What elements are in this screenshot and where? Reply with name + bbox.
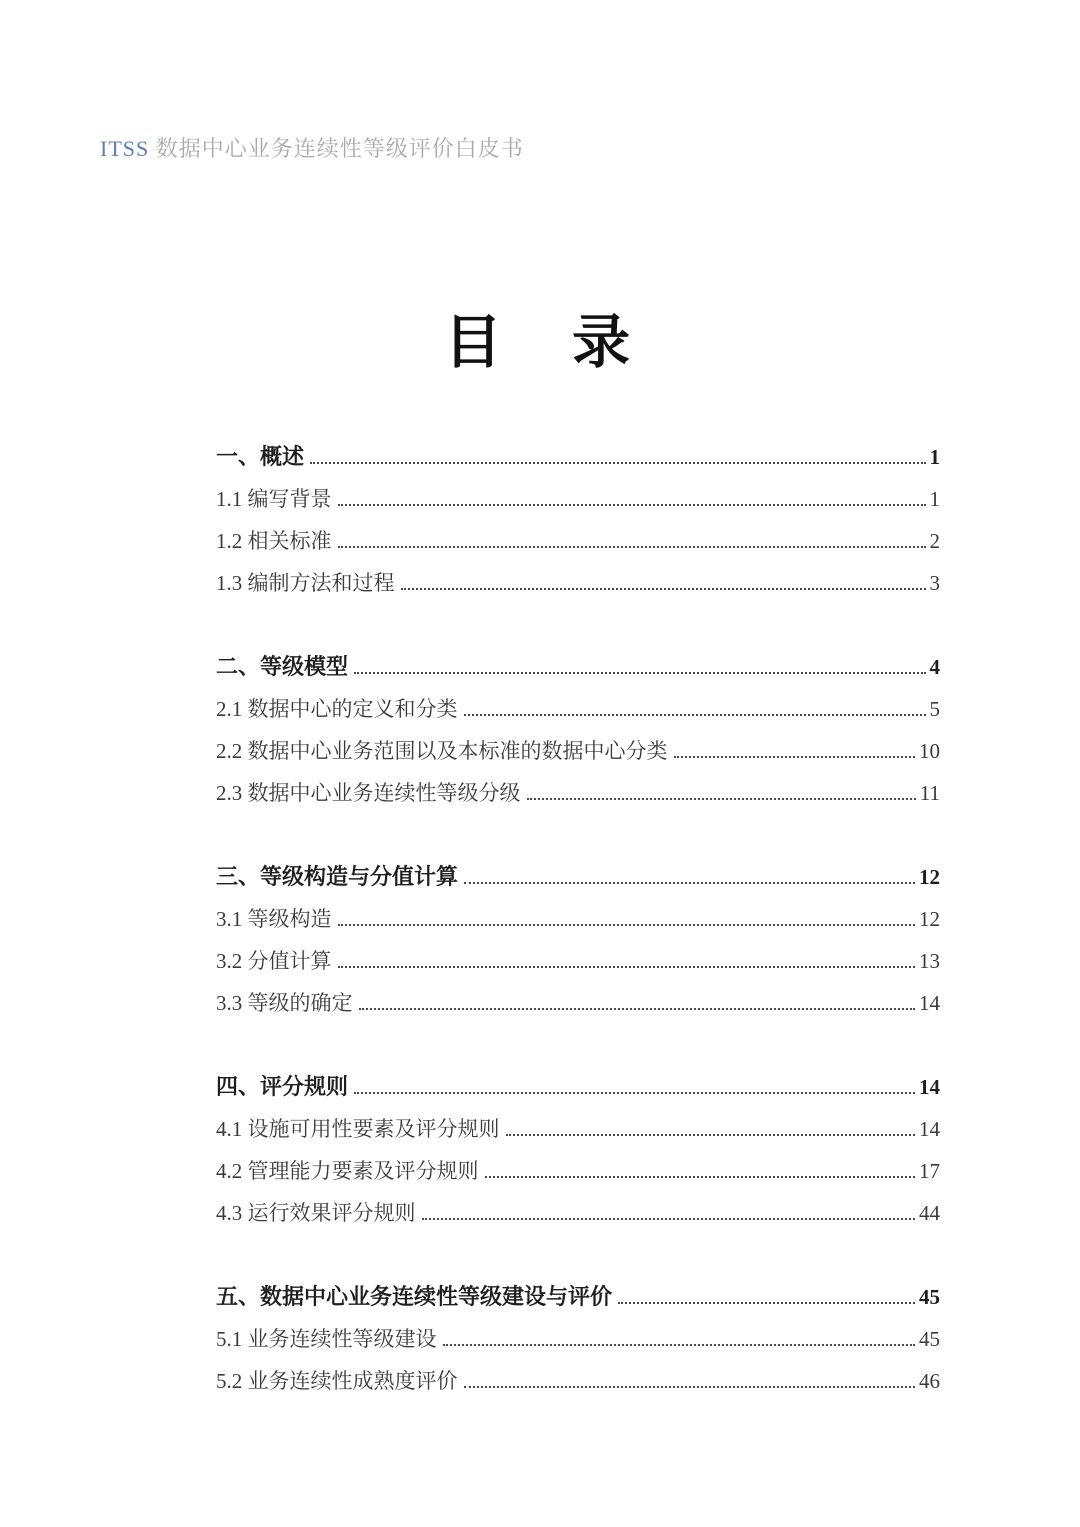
toc-item-row[interactable] [216,520,940,562]
toc-entry-label: 5.2 业务连续性成熟度评价 [216,1369,458,1393]
toc-entry-label: 1.2 相关标准 [216,529,332,553]
toc-entry-page: 14 [919,991,940,1015]
toc-item-row[interactable] [216,982,940,1024]
toc-entry-page: 14 [919,1117,940,1141]
dot-leader [310,460,925,464]
toc-item-row[interactable] [216,1360,940,1402]
toc-item-row[interactable] [216,1150,940,1192]
toc-entry-label: 3.2 分值计算 [216,949,332,973]
toc-section [216,436,940,604]
toc-section [216,856,940,1024]
toc-item-row[interactable] [216,730,940,772]
toc-section [216,1066,940,1234]
toc-heading-row[interactable] [216,856,940,898]
toc-item-row[interactable] [216,898,940,940]
toc [216,436,940,1402]
toc-entry-page: 13 [919,949,940,973]
toc-entry-page: 44 [919,1201,940,1225]
toc-section [216,1276,940,1402]
dot-leader [618,1300,915,1304]
toc-item-row[interactable] [216,940,940,982]
dot-leader [674,754,916,758]
toc-section [216,646,940,814]
toc-entry-page: 17 [919,1159,940,1183]
toc-entry-page: 45 [919,1327,940,1351]
dot-leader [464,712,926,716]
dot-leader [354,670,925,674]
header-title-text: 数据中心业务连续性等级评价白皮书 [155,136,524,161]
toc-entry-label: 2.2 数据中心业务范围以及本标准的数据中心分类 [216,739,668,763]
toc-entry-page: 1 [929,487,940,511]
dot-leader [485,1174,916,1178]
toc-entry-label: 4.3 运行效果评分规则 [216,1201,416,1225]
toc-item-row[interactable] [216,688,940,730]
toc-item-row[interactable] [216,562,940,604]
dot-leader [443,1342,916,1346]
toc-entry-page: 10 [919,739,940,763]
dot-leader [401,586,926,590]
toc-heading-row[interactable] [216,1066,940,1108]
dot-leader [464,1384,916,1388]
toc-entry-label: 二、等级模型 [216,654,349,679]
header-brand-text: ITSS [100,136,156,161]
toc-entry-page: 5 [929,697,940,721]
dot-leader [354,1090,915,1094]
toc-entry-label: 3.1 等级构造 [216,907,332,931]
toc-entry-label: 1.3 编制方法和过程 [216,571,395,595]
dot-leader [338,922,916,926]
running-header [100,132,524,163]
toc-entry-label: 4.2 管理能力要素及评分规则 [216,1159,479,1183]
toc-entry-label: 1.1 编写背景 [216,487,332,511]
toc-entry-label: 一、概述 [216,444,305,469]
toc-item-row[interactable] [216,772,940,814]
dot-leader [506,1132,916,1136]
toc-entry-label: 2.1 数据中心的定义和分类 [216,697,458,721]
dot-leader [422,1216,916,1220]
toc-entry-page: 46 [919,1369,940,1393]
toc-item-row[interactable] [216,478,940,520]
toc-entry-label: 五、数据中心业务连续性等级建设与评价 [216,1284,613,1309]
toc-entry-page: 2 [929,529,940,553]
dot-leader [338,964,916,968]
toc-heading-row[interactable] [216,436,940,478]
toc-entry-page: 12 [919,865,940,889]
toc-entry-page: 3 [929,571,940,595]
toc-entry-page: 14 [919,1075,940,1099]
dot-leader [464,880,915,884]
dot-leader [359,1006,916,1010]
toc-page-title: 目 录 [443,310,636,375]
toc-item-row[interactable] [216,1108,940,1150]
toc-item-row[interactable] [216,1192,940,1234]
toc-entry-page: 4 [929,655,940,679]
toc-entry-label: 5.1 业务连续性等级建设 [216,1327,437,1351]
toc-entry-label: 2.3 数据中心业务连续性等级分级 [216,781,521,805]
toc-entry-label: 3.3 等级的确定 [216,991,353,1015]
toc-heading-row[interactable] [216,1276,940,1318]
toc-entry-page: 45 [919,1285,940,1309]
dot-leader [338,544,926,548]
toc-entry-page: 1 [929,445,940,469]
toc-entry-page: 11 [919,781,940,805]
toc-heading-row[interactable] [216,646,940,688]
toc-entry-page: 12 [919,907,940,931]
dot-leader [338,502,926,506]
toc-item-row[interactable] [216,1318,940,1360]
dot-leader [527,796,916,800]
toc-entry-label: 三、等级构造与分值计算 [216,864,459,889]
toc-entry-label: 4.1 设施可用性要素及评分规则 [216,1117,500,1141]
toc-entry-label: 四、评分规则 [216,1074,349,1099]
